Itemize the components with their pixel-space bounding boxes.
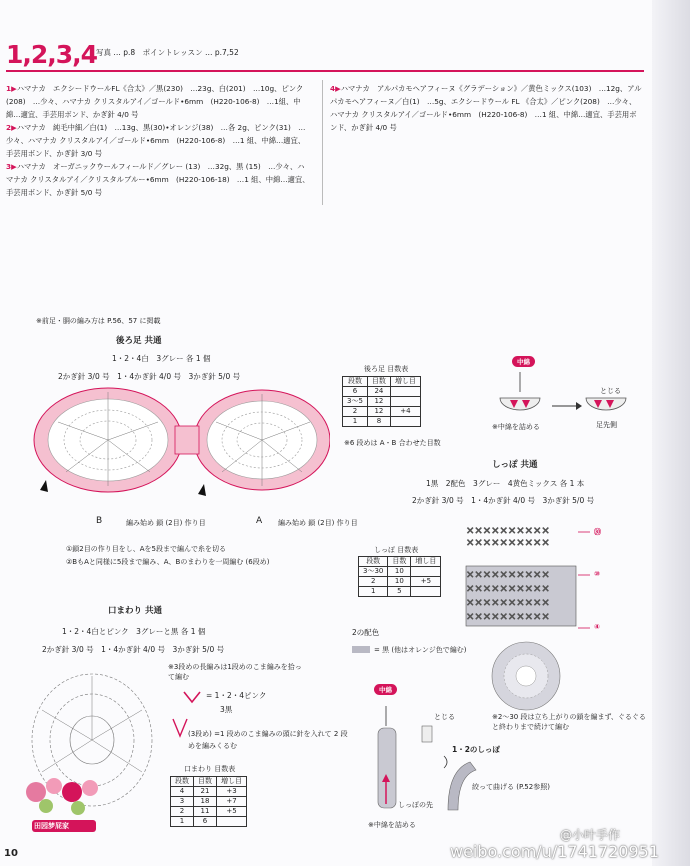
row-mark-30: ㉚ xyxy=(594,528,601,536)
hind-leg-a-diagram xyxy=(194,390,330,490)
tail-finish-diagram xyxy=(370,700,510,820)
mouth-colors: 1・2・4白とピンク 3グレーと黒 各 1 個 xyxy=(62,627,206,636)
tail-title: しっぽ 共通 xyxy=(492,460,538,470)
start-note-a: 編み始め 鎖 (2目) 作り目 xyxy=(278,519,358,527)
table-row: 1 8 xyxy=(343,417,421,427)
stuffing-diagram xyxy=(496,370,636,420)
table-row: 2 11 +5 xyxy=(171,807,247,817)
hind-step-2: ②BもAと同様に5段まで編み、A、Bのまわりを一周編む (6段め) xyxy=(66,558,270,566)
hind-step-1: ①鎖2目の作り目をし、Aを5段まで編んで糸を切る xyxy=(66,545,226,553)
table-row: 1 6 xyxy=(171,817,247,827)
tail-stitch-grid xyxy=(466,526,576,626)
mouth-title: 口まわり 共通 xyxy=(108,606,162,616)
start-arrow-icon xyxy=(198,484,206,496)
svg-text:✕✕✕✕✕✕✕✕✕✕: ✕✕✕✕✕✕✕✕✕✕ xyxy=(466,570,550,581)
material-1: 1▶ハマナカ エクシードウールFL《合太》／黒(230) …23g、白(201) …10g、ピンク(208) …少々、ハマナカ クリスタルアイ／ゴールド•6mm (H220-106-8) …1組、中綿…適宜、手芸用ボンド、かぎ針 4/0 号 xyxy=(6,84,304,119)
material-3: 3▶ハマナカ オーガニックウールフィールド／グレー (13) …32g、黒 (15) …少々、ハマナカ クリスタルアイ／クリスタルブルー•6mm (H220-106-18) …1 組、中綿…適宜、手芸用ボンド、かぎ針 5/0 号 xyxy=(6,162,310,197)
hind-leg-b-diagram xyxy=(34,388,182,492)
svg-text:✕✕✕✕✕✕✕✕✕✕: ✕✕✕✕✕✕✕✕✕✕ xyxy=(466,584,550,595)
table-row: 2 12 +4 xyxy=(343,407,421,417)
black-swatch xyxy=(352,646,370,653)
mouth-note-row3: ※3段めの長編みは1段めのこま編みを拾って編む xyxy=(168,663,302,681)
sole-label: 足先側 xyxy=(596,421,617,429)
table-row: 3〜30 10 xyxy=(359,567,441,577)
row3-stitch-icon xyxy=(170,716,190,740)
note-front-legs: ※前足・胴の編み方は P.56、57 に掲載 xyxy=(36,317,161,325)
tail-tip-label: しっぽの先 xyxy=(398,801,433,809)
logo-text: 田园梦屁家 xyxy=(34,822,69,830)
table-row: 2 10 +5 xyxy=(359,577,441,587)
tail-stuffing-bubble: 中綿 xyxy=(374,684,397,695)
leg-join-bridge xyxy=(175,426,199,454)
svg-text:✕✕✕✕✕✕✕✕✕✕: ✕✕✕✕✕✕✕✕✕✕ xyxy=(466,526,550,537)
material-4: 4▶ハマナカ アルパカモヘアフィーヌ《グラデーション》／黄色ミックス(103) …12g、アルパカモヘアフィーヌ／白(1) …5g、エクシードウール FL 《合太》／ピンク(208) …少々、ハマナカ クリスタルアイ／ゴールド•6mm (H220-106-8) …1 組、中綿…適宜、手芸用ボンド、かぎ針 4/0 号 xyxy=(330,84,642,132)
tail-finish-title: 1・2のしっぽ xyxy=(452,745,500,754)
color2-legend: = 黒 (他はオレンジ色で編む) xyxy=(374,646,467,654)
table-row: 1 5 xyxy=(359,587,441,597)
tail-note: ※2〜30 段は立ち上がりの鎖を編まず、ぐるぐると終わりまで続けて編む xyxy=(492,713,646,731)
hind-legs-title: 後ろ足 共通 xyxy=(116,336,162,346)
row-mark-4: ④ xyxy=(594,623,600,631)
pink-stitch-icon xyxy=(180,688,204,708)
watermark-handle: @小叶手作 xyxy=(560,828,621,842)
page-title: 1,2,3,4 xyxy=(6,40,98,69)
close-label: とじる xyxy=(600,387,621,395)
hind-table-title: 後ろ足 目数表 xyxy=(364,365,409,373)
materials-left xyxy=(6,82,311,199)
material-2: 2▶ハマナカ 純毛中細／白(1) …13g、黒(30)•オレンジ(38) …各 2g、ピンク(31) …少々、ハマナカ クリスタルアイ／ゴールド•6mm (H220-106-8) …1 組、中綿…適宜、手芸用ボンド、かぎ針 3/0 号 xyxy=(6,123,306,158)
page-binding-edge xyxy=(652,0,690,866)
tail-close-label: とじる xyxy=(434,713,455,721)
hind-table-note: ※6 段めは A・B 合わせた目数 xyxy=(344,439,441,447)
tail-table-title: しっぽ 目数表 xyxy=(374,546,419,554)
photo-reference: 写真 … p.8 ポイントレッスン … p.7,52 xyxy=(96,48,239,57)
stuffing-fill-note: ※中綿を詰める xyxy=(492,423,540,431)
svg-text:✕✕✕✕✕✕✕✕✕✕: ✕✕✕✕✕✕✕✕✕✕ xyxy=(466,538,550,549)
row-mark-10: ⑩ xyxy=(594,570,600,578)
tail-hooks: 2かぎ針 3/0 号 1・4かぎ針 4/0 号 3かぎ針 5/0 号 xyxy=(412,496,595,505)
label-a: A xyxy=(256,516,263,526)
hind-legs-colors: 1・2・4白 3グレー 各 1 個 xyxy=(112,354,211,363)
start-arrow-icon xyxy=(40,480,48,492)
watermark-url: weibo.com/u/1741720951 xyxy=(450,842,660,861)
color2-title: 2の配色 xyxy=(352,628,380,637)
table-row: 3 18 +7 xyxy=(171,797,247,807)
start-note-b: 編み始め 鎖 (2目) 作り目 xyxy=(126,519,206,527)
materials-right xyxy=(330,82,642,134)
hind-legs-chart xyxy=(30,382,330,512)
table-row: 4 21 +3 xyxy=(171,787,247,797)
mouth-legend-a: = 1・2・4ピンク xyxy=(206,691,267,700)
table-row: 6 24 xyxy=(343,387,421,397)
hind-legs-hooks: 2かぎ針 3/0 号 1・4かぎ針 4/0 号 3かぎ針 5/0 号 xyxy=(58,372,241,381)
mouth-table-title: 口まわり 目数表 xyxy=(184,765,236,773)
header-rule xyxy=(6,70,644,72)
tail-fill-note: ※中綿を詰める xyxy=(368,821,416,829)
svg-text:✕✕✕✕✕✕✕✕✕✕: ✕✕✕✕✕✕✕✕✕✕ xyxy=(466,612,550,623)
tail-colors: 1黒 2配色 3グレー 4黄色ミックス 各 1 本 xyxy=(426,479,585,488)
label-b: B xyxy=(96,516,103,526)
table-row: 3〜5 12 xyxy=(343,397,421,407)
column-divider xyxy=(322,80,323,205)
tail-stitch-table: 段数 目数 増し目 3〜30 10 2 10 +5 1 5 xyxy=(358,556,441,597)
tail-finish-note: 絞って曲げる (P.52参照) xyxy=(472,783,550,791)
mouth-row3-note: (3段め) =1 段めのこま編みの頭に針を入れて 2 段めを編みくるむ xyxy=(188,730,348,750)
mouth-stitch-table: 段数 目数 増し目 4 21 +3 3 18 +7 2 11 +5 1 6 xyxy=(170,776,247,827)
page-number: 10 xyxy=(4,848,18,859)
mouth-legend-b: 3黒 xyxy=(220,705,233,714)
tail-chart xyxy=(462,520,612,635)
hind-stitch-table: 段数 目数 増し目 6 24 3〜5 12 2 12 +4 1 8 xyxy=(342,376,421,427)
mouth-hooks: 2かぎ針 3/0 号 1・4かぎ針 4/0 号 3かぎ針 5/0 号 xyxy=(42,645,225,654)
svg-text:✕✕✕✕✕✕✕✕✕✕: ✕✕✕✕✕✕✕✕✕✕ xyxy=(466,598,550,609)
stuffing-bubble: 中綿 xyxy=(512,356,535,367)
